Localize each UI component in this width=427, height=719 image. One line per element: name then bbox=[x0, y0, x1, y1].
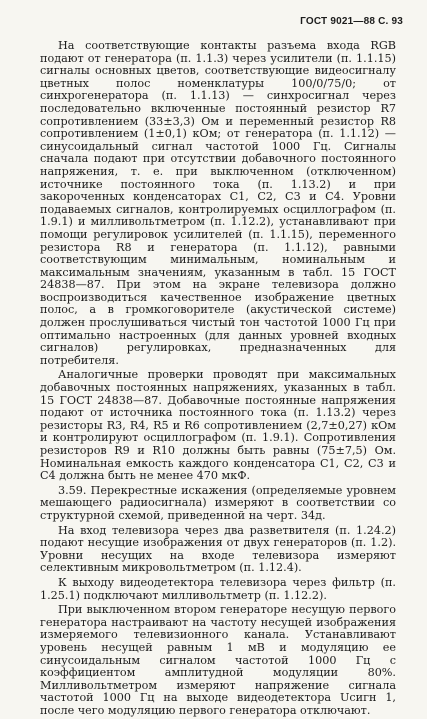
paragraph-2: Аналогичные проверки проводят при максимальных добавочных постоянных напряжениях, указанных в табл. 15 ГОСТ 24838—87. Добавочные постоянные напряжения подают от источника постоянного тока (п. 1.13.2) через резисторы R3, R4, R5 и R6 сопротивлением (2,7±0,27) кОм и контролируют осциллографом (п. 1.9.1). Сопротивления резисторов R9 и R10 должны быть равны (75±7,5) Ом. Номинальная емкость каждого конденсатора C1, C2, C3 и C4 должна быть не менее 470 мкФ. bbox=[40, 368, 396, 483]
document-body bbox=[40, 40, 396, 719]
paragraph-1: На соответствующие контакты разъема входа RGB подают от генератора (п. 1.1.3) через усилители (п. 1.1.15) сигналы основных цветов, соответствующие видеосигналу цветных полос номенклатуры 100/0/75/0; от синхрогенератора (п. 1.1.13) — синхросигнал через последовательно включенные постоянный резистор R7 сопротивлением (33±3,3) Ом и переменный резистор R8 сопротивлением (1±0,1) кОм; от генератора (п. 1.1.12) — синусоидальный сигнал частотой 1000 Гц. Сигналы сначала подают при отсутствии добавочного постоянного напряжения, т. е. при выключенном (отключенном) источнике постоянного тока (п. 1.13.2) и при закороченных конденсаторах C1, C2, C3 и C4. Уровни подаваемых сигналов, контролируемых осциллографом (п. 1.9.1) и милливольтметром (п. 1.12.2), устанавливают при помощи регулировок усилителей (п. 1.1.15), переменного резистора R8 и генератора (п. 1.1.12), равными соответствующим минимальным, номинальным и максимальным значениям, указанным в табл. 15 ГОСТ 24838—87. При этом на экране телевизора должно воспроизводиться качественное изображение цветных полос, а в громкоговорителе (акустической системе) должен прослушиваться чистый тон частотой 1000 Гц при оптимально настроенных (для данных уровней входных сигналов) регулировках, предназначенных для потребителя. bbox=[40, 39, 396, 367]
paragraph-5: К выходу видеодетектора телевизора через фильтр (п. 1.25.1) подключают милливольтметр (п. 1.12.2). bbox=[40, 575, 396, 602]
paragraph-3: 3.59. Перекрестные искажения (определяемые уровнем мешающего радиосигнала) измеряют в соответствии со структурной схемой, приведенной на черт. 34д. bbox=[40, 483, 396, 522]
paragraph-6: При выключенном втором генераторе несущую первого генератора настраивают на частоту несущей изображения измеряемого телевизионного канала. Устанавливают уровень несущей равным 1 мВ и модуляцию ее синусоидальным сигналом частотой 1000 Гц с коэффициентом амплитудной модуляции 80%. Милливольтметром измеряют напряжение сигнала частотой 1000 Гц на выходе видеодетектора Uсигн 1, после чего модуляцию первого генератора отключают. bbox=[40, 603, 396, 717]
paragraph-4: На вход телевизора через два разветвителя (п. 1.24.2) подают несущие изображения от двух генераторов (п. 1.2). Уровни несущих на входе телевизора измеряют селективным микровольтметром (п. 1.12.4). bbox=[40, 523, 396, 575]
page-header: ГОСТ 9021—88 С. 93 bbox=[300, 16, 403, 27]
